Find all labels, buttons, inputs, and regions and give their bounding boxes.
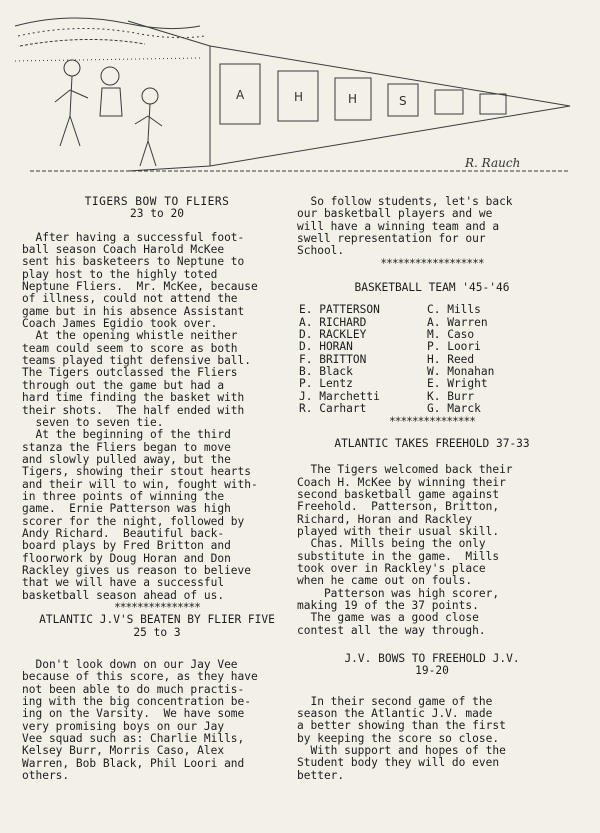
article2-line: very promising boys on our Jay bbox=[22, 719, 225, 733]
article1-line: seven to seven tie. bbox=[22, 415, 164, 429]
article3-headline: ATLANTIC TAKES FREEHOLD 37-33 bbox=[334, 436, 530, 450]
article3-line: making 19 of the 37 points. bbox=[297, 598, 479, 612]
article4-line: a better showing than the first bbox=[297, 719, 506, 733]
article1-line: board plays by Fred Britton and bbox=[22, 539, 231, 553]
article1-line: scorer for the night, followed by bbox=[22, 514, 245, 528]
roster-player: A. RICHARD bbox=[299, 315, 367, 329]
article1-line: through out the game but had a bbox=[22, 378, 225, 392]
pennant-letter-4: S bbox=[399, 94, 408, 108]
section-divider-stars: *************** bbox=[388, 414, 476, 428]
article1-line: Rackley gives us reason to believe bbox=[22, 563, 252, 577]
roster-player: P. Loori bbox=[427, 340, 481, 354]
article3-body bbox=[297, 464, 567, 637]
article2-line: ing with the big concentration be- bbox=[22, 695, 252, 709]
article1-line: that we will have a successful bbox=[22, 576, 225, 590]
article2-headline: ATLANTIC J.V'S BEATEN BY FLIER FIVE bbox=[39, 613, 275, 627]
article4-line: With support and hopes of the bbox=[297, 744, 506, 758]
roster-player: M. Caso bbox=[427, 328, 475, 342]
article3-line: substitute in the game. Mills bbox=[297, 549, 500, 563]
roster-player: F. BRITTON bbox=[299, 352, 367, 366]
article3-line: The game was a good close bbox=[297, 611, 479, 625]
article3-line: second basketball game against bbox=[297, 487, 500, 501]
article1-line: of illness, could not attend the bbox=[22, 292, 238, 306]
article2-body bbox=[22, 659, 292, 782]
article1-line: Neptune Fliers. Mr. McKee, because bbox=[22, 280, 258, 294]
article4-line: Student body they will do even bbox=[297, 756, 500, 770]
article1-line: Andy Richard. Beautiful back- bbox=[22, 526, 225, 540]
article4-line: In their second game of the bbox=[297, 694, 493, 708]
roster-player: A. Warren bbox=[427, 315, 488, 329]
pennant-letter-1: A bbox=[236, 88, 246, 102]
article2-line: Kelsey Burr, Morris Caso, Alex bbox=[22, 744, 225, 758]
roster-player: K. Burr bbox=[427, 389, 475, 403]
article4-line: better. bbox=[297, 768, 345, 782]
roster-player: W. Monahan bbox=[427, 365, 495, 379]
article2-line: ing on the Varsity. We have some bbox=[22, 707, 245, 721]
left-column bbox=[22, 196, 292, 782]
article3-line: Freehold. Patterson, Britton, bbox=[297, 500, 500, 514]
roster-title: BASKETBALL TEAM '45-'46 bbox=[354, 281, 510, 295]
article3-line: took over in Rackley's place bbox=[297, 561, 486, 575]
article1-line: teams played tight defensive ball. bbox=[22, 354, 252, 368]
article1-body bbox=[22, 232, 292, 602]
article3-line: when he came out on fouls. bbox=[297, 574, 473, 588]
article4-line: by keeping the score so close. bbox=[297, 731, 500, 745]
article2-line: Warren, Bob Black, Phil Loori and bbox=[22, 756, 245, 770]
right-column bbox=[297, 196, 567, 782]
roster-player: D. RACKLEY bbox=[299, 328, 367, 342]
article4-headline: J.V. BOWS TO FREEHOLD J.V. bbox=[344, 652, 520, 665]
article1-line: hard time finding the basket with bbox=[22, 391, 245, 405]
article1-line: and slowly pulled away, but the bbox=[22, 452, 231, 466]
article1-line: At the opening whistle neither bbox=[22, 329, 238, 343]
roster-player: C. Mills bbox=[427, 303, 481, 317]
article3-line: played with their usual skill. bbox=[297, 524, 500, 538]
article3-line: The Tigers welcomed back their bbox=[297, 463, 513, 477]
article1-line: Coach James Egidio took over. bbox=[22, 317, 218, 331]
article2-line: not been able to do much practis- bbox=[22, 682, 245, 696]
roster-player: G. Marck bbox=[427, 402, 481, 416]
artist-signature: R. Rauch bbox=[465, 156, 521, 170]
article2-line: Don't look down on our Jay Vee bbox=[22, 658, 238, 672]
article1-line: and their will to win, fought with- bbox=[22, 477, 258, 491]
article3-line: Chas. Mills being the only bbox=[297, 537, 486, 551]
article4-score: 19-20 bbox=[415, 664, 449, 678]
article1-line: The Tigers outclassed the Fliers bbox=[22, 366, 238, 380]
article1-line: At the beginning of the third bbox=[22, 428, 231, 442]
intro-line: So follow students, let's back bbox=[297, 195, 513, 208]
section-divider-stars: *************** bbox=[113, 601, 201, 614]
article2-line: because of this score, as they have bbox=[22, 670, 258, 684]
article1-line: stanza the Fliers began to move bbox=[22, 440, 231, 454]
article1-line: sent his basketeers to Neptune to bbox=[22, 255, 245, 269]
roster-player: E. Wright bbox=[427, 377, 488, 391]
article1-line: play host to the highly toted bbox=[22, 267, 218, 281]
intro-line: our basketball players and we bbox=[297, 207, 493, 221]
article1-headline: TIGERS BOW TO FLIERS bbox=[84, 195, 230, 208]
roster-player: D. HORAN bbox=[299, 340, 353, 354]
article1-line: Tigers, showing their stout hearts bbox=[22, 465, 252, 479]
article1-line: floorwork by Doug Horan and Don bbox=[22, 551, 231, 565]
roster-player: H. Reed bbox=[427, 352, 475, 366]
team-roster bbox=[299, 304, 567, 415]
roster-player: P. Lentz bbox=[299, 377, 353, 391]
roster-player: B. Black bbox=[299, 365, 353, 379]
article1-line: game but in his absence Assistant bbox=[22, 304, 245, 318]
section-divider-stars: ****************** bbox=[380, 256, 484, 270]
roster-player: E. PATTERSON bbox=[299, 303, 380, 317]
article1-line: After having a successful foot- bbox=[22, 230, 245, 244]
article1-line: team could seem to score as both bbox=[22, 341, 238, 355]
article2-score: 25 to 3 bbox=[133, 625, 181, 639]
roster-player: J. Marchetti bbox=[299, 389, 380, 403]
article1-line: ball season Coach Harold McKee bbox=[22, 243, 225, 257]
article3-line: contest all the way through. bbox=[297, 623, 486, 637]
intro-body bbox=[297, 196, 567, 258]
intro-line: will have a winning team and a bbox=[297, 219, 500, 233]
masthead-illustration bbox=[10, 6, 590, 178]
roster-player: R. Carhart bbox=[299, 402, 367, 416]
intro-line: swell representation for our bbox=[297, 232, 486, 246]
intro-line: School. bbox=[297, 244, 345, 258]
article3-line: Richard, Horan and Rackley bbox=[297, 512, 473, 526]
article1-line: in three points of winning the bbox=[22, 489, 225, 503]
article3-line: Coach H. McKee by winning their bbox=[297, 475, 506, 489]
pennant-letter-3: H bbox=[348, 92, 359, 106]
article1-line: game. Ernie Patterson was high bbox=[22, 502, 231, 516]
article1-score: 23 to 20 bbox=[130, 207, 184, 221]
article2-line: Vee squad such as: Charlie Mills, bbox=[22, 732, 245, 746]
article1-line: their shots. The half ended with bbox=[22, 403, 245, 417]
article4-line: season the Atlantic J.V. made bbox=[297, 707, 493, 721]
article1-line: basketball season ahead of us. bbox=[22, 588, 225, 602]
pennant-letter-2: H bbox=[294, 90, 305, 104]
article2-line: others. bbox=[22, 769, 70, 783]
article3-line: Patterson was high scorer, bbox=[297, 586, 500, 600]
article4-body bbox=[297, 696, 567, 782]
